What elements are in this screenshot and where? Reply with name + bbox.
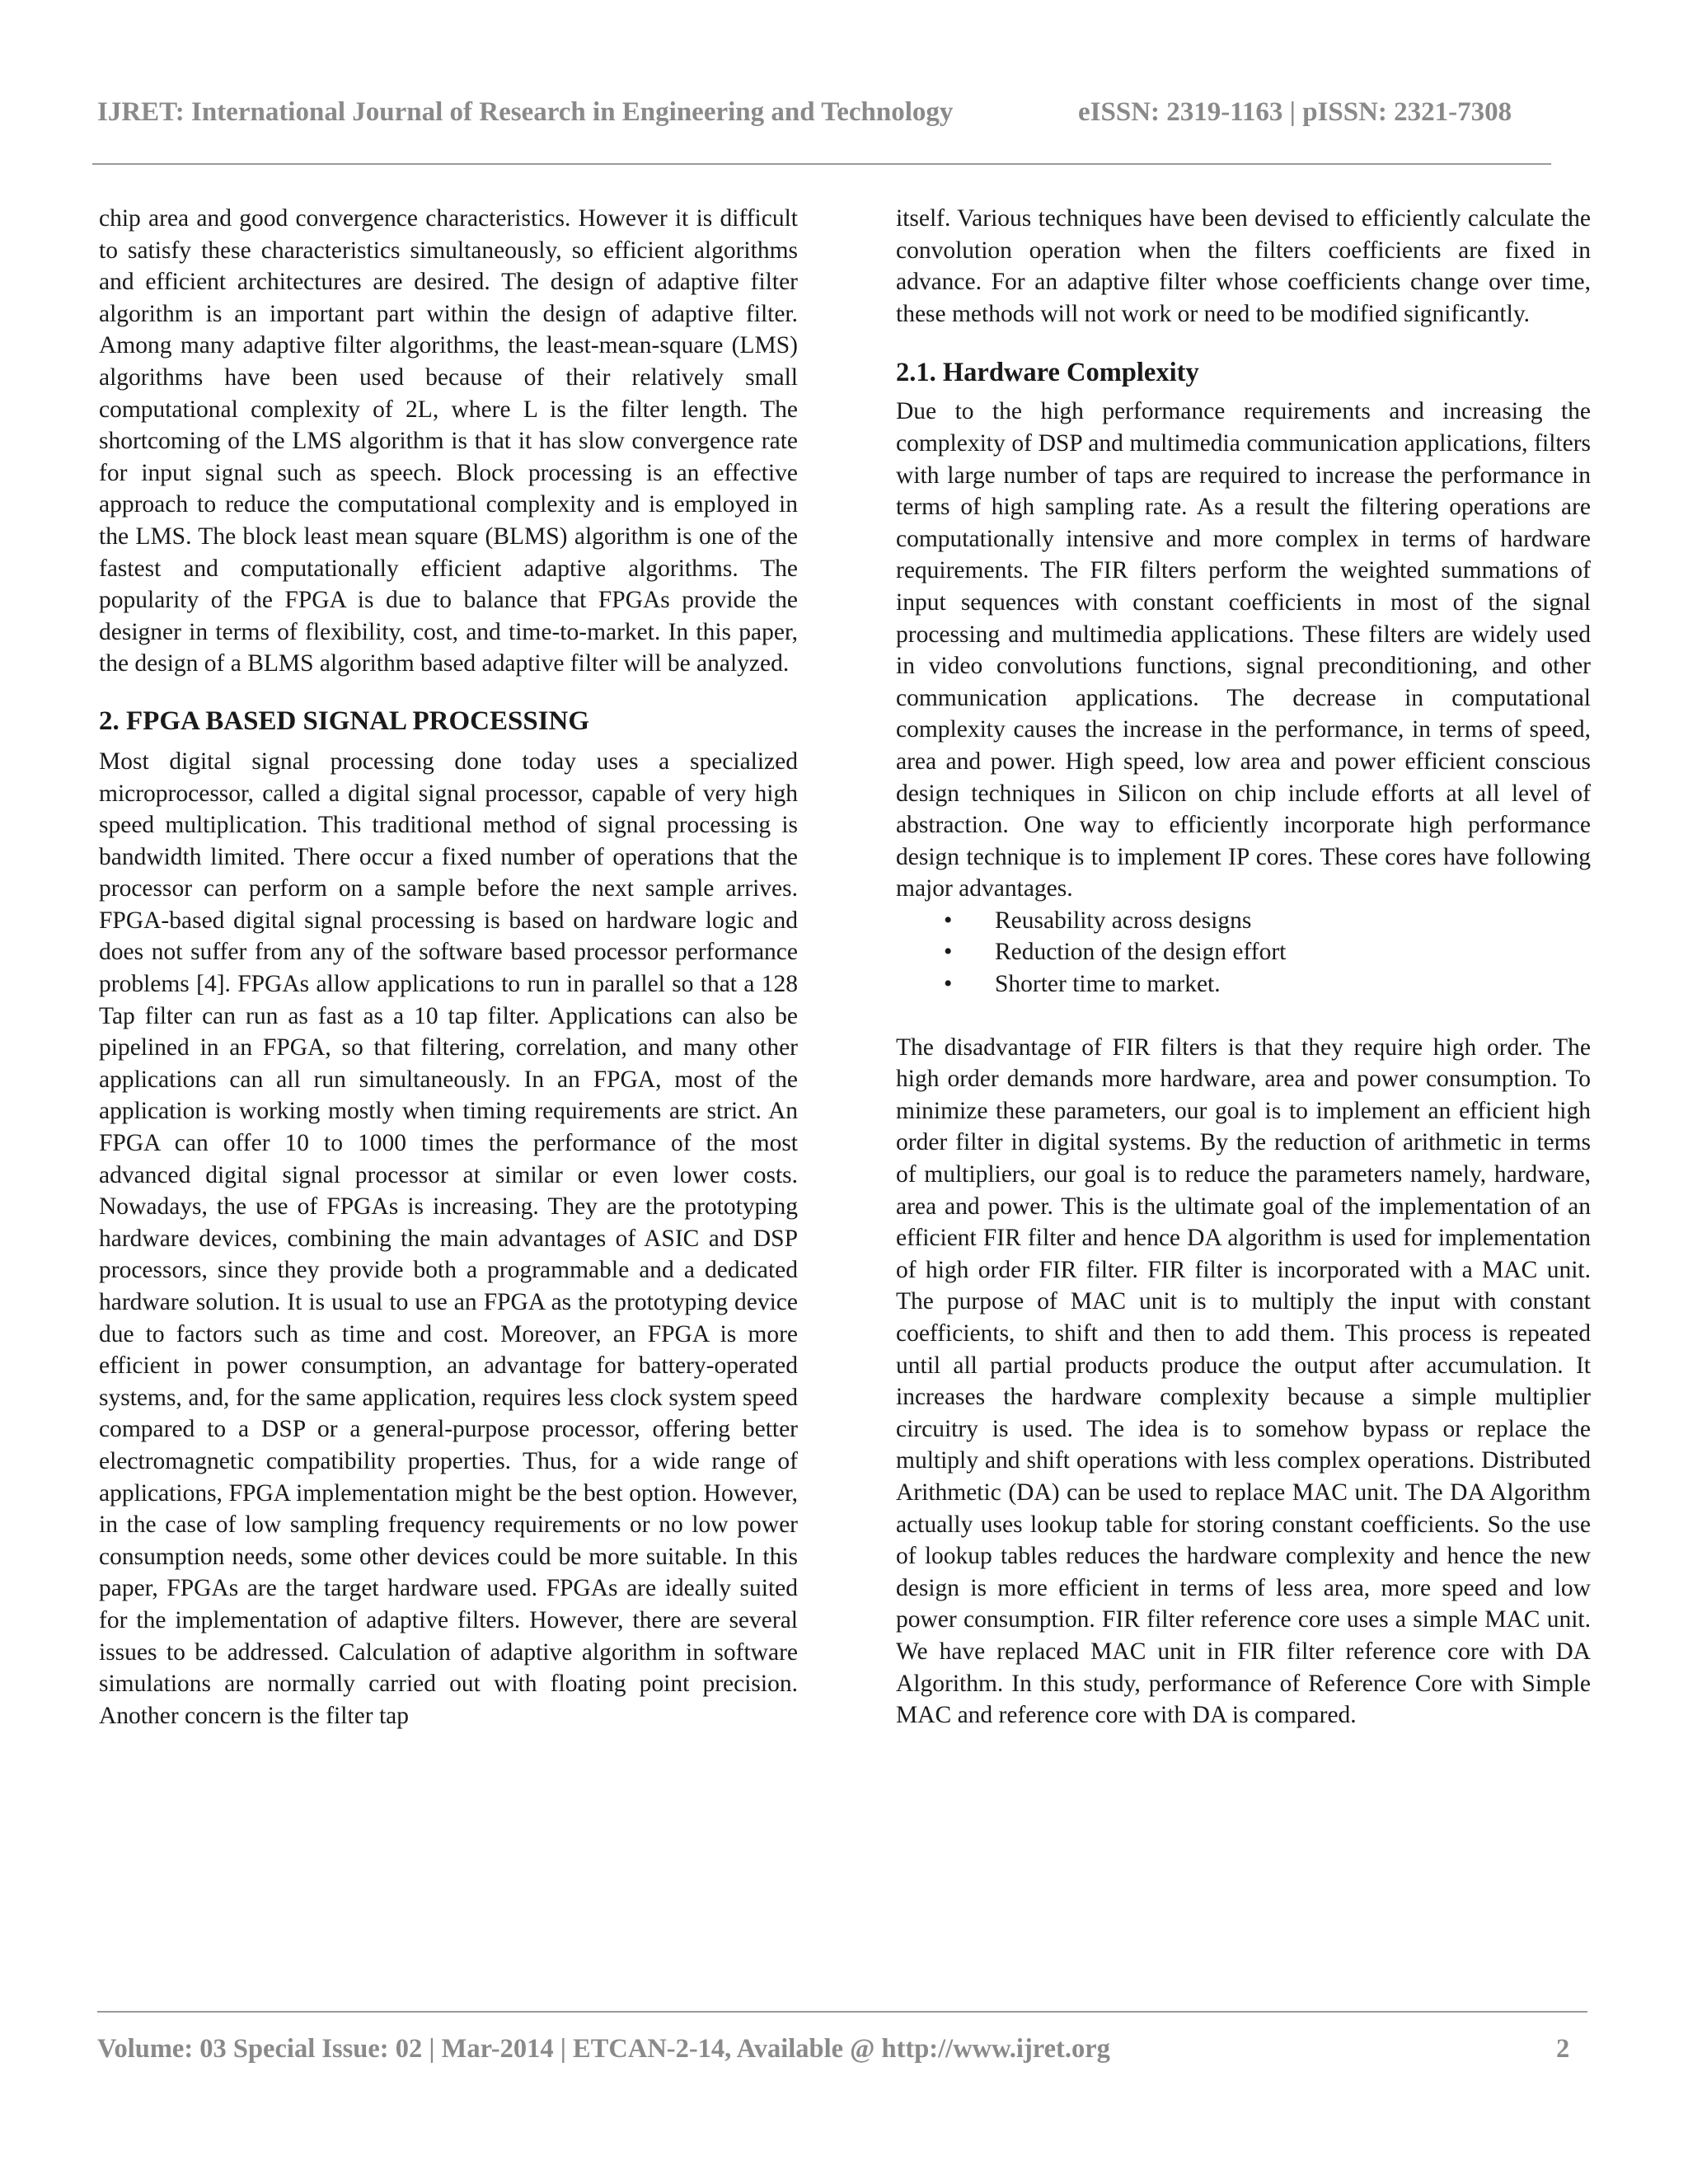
footer-rule — [97, 2011, 1587, 2013]
bullet-icon: • — [944, 939, 953, 966]
continuation-paragraph: itself. Various techniques have been devised to efficiently calculate the convolution operation when the filters coefficients are fixed in advance. For an adaptive filter whose coefficients change over time, these methods will not work or need to be modified significantly. — [896, 205, 1591, 327]
left-column — [99, 203, 798, 1732]
list-item-text: Reduction of the design effort — [995, 939, 1287, 966]
spacer — [896, 1001, 1591, 1032]
intro-paragraph: chip area and good convergence characteristics. However it is difficult to satisfy these characteristics simultaneously, so efficient algorithms and efficient architectures are desired. The design of adaptive filter algorithm is an important part within the design of adaptive filter. Among many adaptive filter algorithms, the least-mean-square (LMS) algorithms have been used because of their relatively small computational complexity of 2L, where L is the filter length. The shortcoming of the LMS algorithm is that it has slow convergence rate for input signal such as speech. Block processing is an effective approach to reduce the computational complexity and is employed in the LMS. The block least mean square (BLMS) algorithm is one of the fastest and computationally efficient adaptive algorithms. The popularity of the FPGA is due to balance that FPGAs provide the designer in terms of flexibility, cost, and time-to-market. In this paper, the design of a BLMS algorithm based adaptive filter will be analyzed. — [99, 205, 798, 677]
advantages-list — [896, 905, 1591, 1001]
subsection-heading: 2.1. Hardware Complexity — [896, 358, 1199, 388]
bullet-icon: • — [944, 907, 953, 934]
list-item-text: Shorter time to market. — [995, 971, 1221, 998]
list-item — [896, 936, 1591, 968]
journal-title: IJRET: International Journal of Research in Engineering and Technology — [97, 97, 954, 127]
subsection-paragraph: Due to the high performance requirements and increasing the complexity of DSP and multimedia communication applications, filters with large number of taps are required to increase the performance in terms of high sampling rate. As a result the filtering operations are computationally intensive and more complex in terms of hardware requirements. The FIR filters perform the weighted summations of input sequences with constant coefficients in most of the signal processing and multimedia applications. These filters are widely used in video convolutions functions, signal preconditioning, and other communication applications. The decrease in computational complexity causes the increase in the performance, in terms of speed, area and power. High speed, low area and power efficient conscious design techniques in Silicon on chip include efforts at all level of abstraction. One way to efficiently incorporate high performance design technique is to implement IP cores. These cores have following major advantages. — [896, 398, 1591, 902]
issn-info: eISSN: 2319-1163 | pISSN: 2321-7308 — [1078, 97, 1512, 127]
volume-info: Volume: 03 Special Issue: 02 | Mar-2014 | ETCAN-2-14, Available @ http://www.ijret.org — [97, 2034, 1110, 2064]
bullet-icon: • — [944, 971, 953, 998]
header-rule — [92, 163, 1551, 165]
right-column — [896, 203, 1591, 1732]
section-heading: 2. FPGA BASED SIGNAL PROCESSING — [99, 705, 590, 736]
final-paragraph: The disadvantage of FIR filters is that they require high order. The high order demands more hardware, area and power consumption. To minimize these parameters, our goal is to implement an efficient high order filter in digital systems. By the reduction of arithmetic in terms of multipliers, our goal is to reduce the parameters namely, hardware, area and power. This is the ultimate goal of the implementation of an efficient FIR filter and hence DA algorithm is used for implementation of high order FIR filter. FIR filter is incorporated with a MAC unit. The purpose of MAC unit is to multiply the input with constant coefficients, to shift and then to add them. This process is repeated until all partial products produce the output after accumulation. It increases the hardware complexity because a simple multiplier circuitry is used. The idea is to somehow bypass or replace the multiply and shift operations with less complex operations. Distributed Arithmetic (DA) can be used to replace MAC unit. The DA Algorithm actually uses lookup table for storing constant coefficients. So the use of lookup tables reduces the hardware complexity and hence the new design is more efficient in terms of less area, more speed and low power consumption. FIR filter reference core uses a simple MAC unit. We have replaced MAC unit in FIR filter reference core with DA Algorithm. In this study, performance of Reference Core with Simple MAC and reference core with DA is compared. — [896, 1033, 1591, 1729]
list-item — [896, 905, 1591, 937]
section-paragraph: Most digital signal processing done today uses a specialized microprocessor, called a digital signal processor, capable of very high speed multiplication. This traditional method of signal processing is bandwidth limited. There occur a fixed number of operations that the processor can perform on a sample before the next sample arrives. FPGA-based digital signal processing is based on hardware logic and does not suffer from any of the software based processor performance problems [4]. FPGAs allow applications to run in parallel so that a 128 Tap filter can run as fast as a 10 tap filter. Applications can also be pipelined in an FPGA, so that filtering, correlation, and many other applications can all run simultaneously. In an FPGA, most of the application is working mostly when timing requirements are strict. An FPGA can offer 10 to 1000 times the performance of the most advanced digital signal processor at similar or even lower costs. Nowadays, the use of FPGAs is increasing. They are the prototyping hardware devices, combining the main advantages of ASIC and DSP processors, since they provide both a programmable and a dedicated hardware solution. It is usual to use an FPGA as the prototyping device due to factors such as time and cost. Moreover, an FPGA is more efficient in power consumption, an advantage for battery-operated systems, and, for the same application, requires less clock system speed compared to a DSP or a general-purpose processor, offering better electromagnetic compatibility properties. Thus, for a wide range of applications, FPGA implementation might be the best option. However, in the case of low sampling frequency requirements or no low power consumption needs, some other devices could be more suitable. In this paper, FPGAs are the target hardware used. FPGAs are ideally suited for the implementation of adaptive filters. However, there are several issues to be addressed. Calculation of adaptive algorithm in software simulations are normally carried out with floating point precision. Another concern is the filter tap — [99, 748, 798, 1729]
page-number: 2 — [1556, 2034, 1570, 2064]
list-item-text: Reusability across designs — [995, 907, 1252, 934]
list-item — [896, 968, 1591, 1001]
